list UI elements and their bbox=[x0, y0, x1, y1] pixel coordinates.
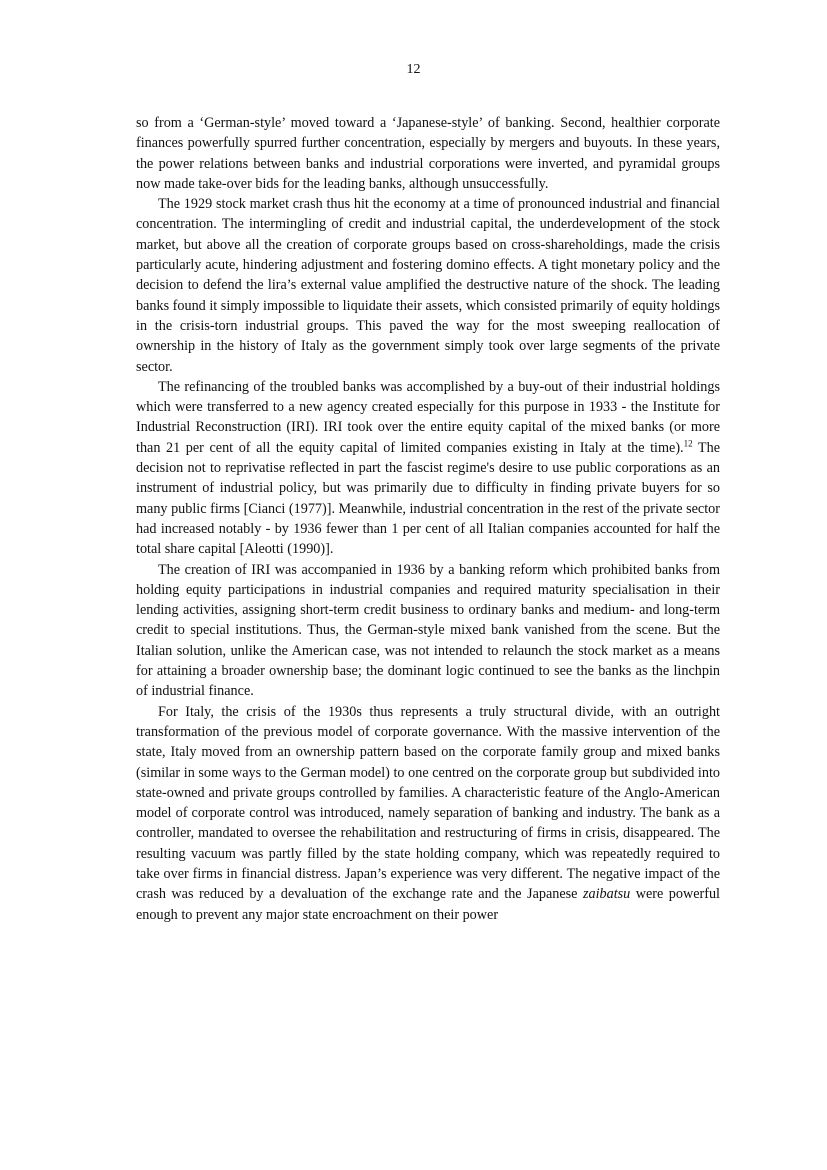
paragraph-3 bbox=[136, 377, 720, 560]
body-text bbox=[136, 113, 720, 925]
paragraph-3-text-a: The refinancing of the troubled banks was accomplished by a buy-out of their industrial holdings which were transferred to a new agency created especially for this purpose in 1933 - the Institute for Industrial Reconstruction (IRI). IRI took over the entire equity capital of the mixed banks (or more than 21 per cent of all the equity capital of limited companies existing in Italy at the time). bbox=[136, 378, 720, 456]
paragraph-1: so from a ‘German-style’ moved toward a ‘Japanese-style’ of banking. Second, healthier corporate finances powerfully spurred further concentration, especially by mergers and buyouts. In these years, the power relations between banks and industrial corporations were inverted, and pyramidal groups now made take-over bids for the leading banks, although unsuccessfully. bbox=[136, 115, 720, 192]
zaibatsu-term: zaibatsu bbox=[582, 886, 631, 903]
paragraph-3-text-b: The decision not to reprivatise reflected in part the fascist regime's desire to use public corporations as an instrument of industrial policy, but was primarily due to difficulty in finding private buyers for so many public firms [Cianci (1977)]. Meanwhile, industrial concentration in the rest of the private sector had increased notably - by 1936 fewer than 1 per cent of all Italian companies accounted for half the total share capital [Aleotti (1990)]. bbox=[136, 439, 720, 558]
page-number: 12 bbox=[406, 62, 421, 77]
paragraph-5-text-b: were powerful enough to prevent any major state encroachment on their power bbox=[136, 886, 720, 923]
paragraph-5 bbox=[136, 702, 720, 925]
paragraph-4: The creation of IRI was accompanied in 1936 by a banking reform which prohibited banks from holding equity participations in industrial companies and required maturity specialisation in their lending activities, assigning short-term credit business to ordinary banks and medium- and long-term credit to special institutions. Thus, the German-style mixed bank vanished from the scene. But the Italian solution, unlike the American case, was not intended to relaunch the stock market as a means for attaining a broader ownership base; the dominant logic continued to see the banks as the linchpin of industrial finance. bbox=[136, 561, 720, 700]
paragraph-2: The 1929 stock market crash thus hit the economy at a time of pronounced industrial and financial concentration. The intermingling of credit and industrial capital, the underdevelopment of the stock market, but above all the creation of corporate groups based on cross-shareholdings, made the crisis particularly acute, hindering adjustment and fostering domino effects. A tight monetary policy and the decision to defend the lira’s external value amplified the destructive nature of the shock. The leading banks found it simply impossible to liquidate their assets, which consisted primarily of equity holdings in the crisis-torn industrial groups. This paved the way for the most sweeping reallocation of ownership in the history of Italy as the government simply took over large segments of the private sector. bbox=[136, 196, 720, 375]
paragraph-5-text-a: For Italy, the crisis of the 1930s thus represents a truly structural divide, with an outright transformation of the previous model of corporate governance. With the massive intervention of the state, Italy moved from an ownership pattern based on the corporate family group and mixed banks (similar in some ways to the German model) to one centred on the corporate group but subdivided into state-owned and private groups controlled by families. A characteristic feature of the Anglo-American model of corporate control was introduced, namely separation of banking and industry. The bank as a controller, mandated to oversee the rehabilitation and restructuring of firms in crisis, disappeared. The resulting vacuum was partly filled by the state holding company, which was repeatedly required to take over firms in financial distress. Japan’s experience was very different. The negative impact of the crash was reduced by a devaluation of the exchange rate and the Japanese bbox=[136, 703, 720, 903]
footnote-marker: 12 bbox=[683, 438, 693, 449]
